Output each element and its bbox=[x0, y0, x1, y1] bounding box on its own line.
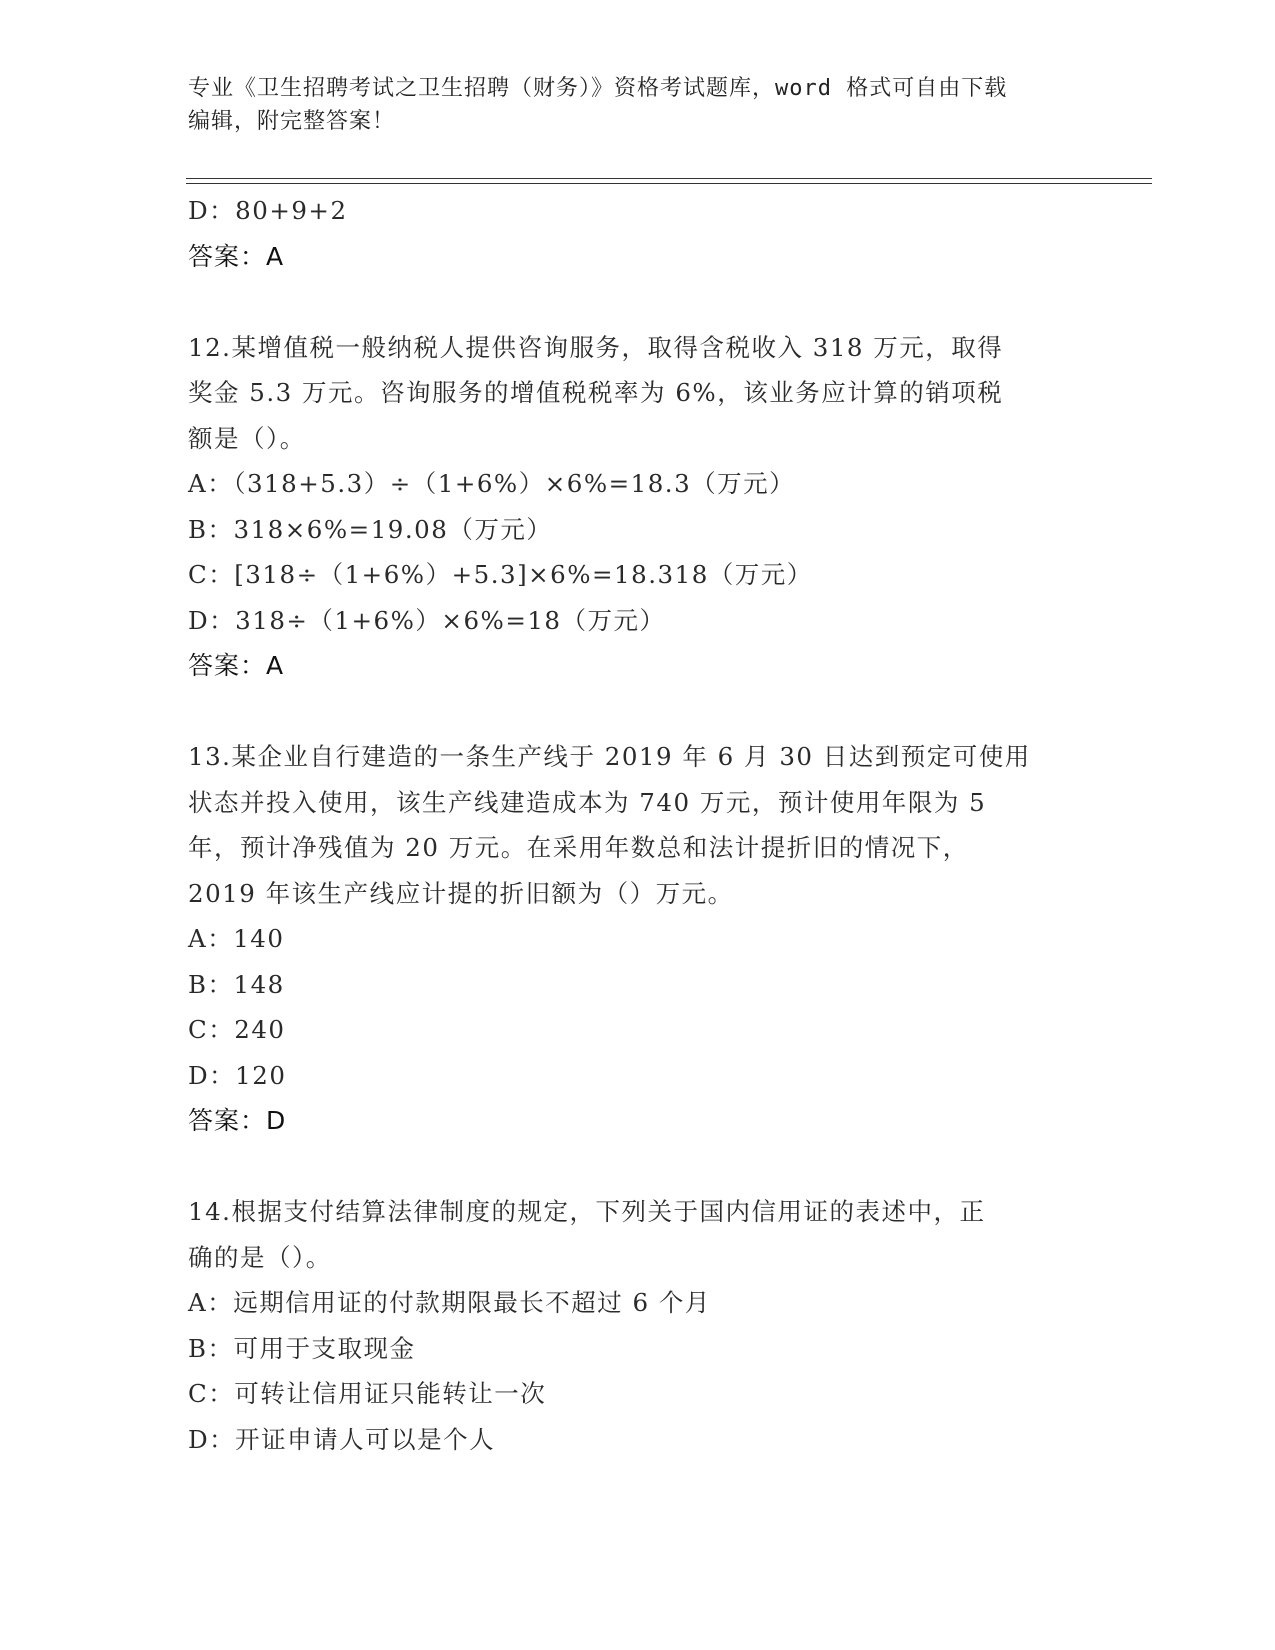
question-12-stem-line: 额是（）。 bbox=[188, 423, 306, 453]
document-header bbox=[188, 72, 1068, 138]
question-12-option-d: D：318÷（1+6%）×6%=18（万元） bbox=[188, 605, 666, 635]
header-divider-bottom bbox=[186, 183, 1152, 184]
question-12-option-c: C：[318÷（1+6%）+5.3]×6%=18.318（万元） bbox=[188, 560, 813, 589]
question-13-option-c: C：240 bbox=[188, 1015, 286, 1044]
question-13 bbox=[188, 734, 1088, 1144]
question-14-stem-line: 确的是（）。 bbox=[188, 1242, 332, 1272]
question-12-stem-line: 12.某增值税一般纳税人提供咨询服务，取得含税收入 318 万元，取得 bbox=[188, 332, 1004, 362]
question-14 bbox=[188, 1189, 1088, 1462]
question-12-option-a: A：（318+5.3）÷（1+6%）×6%=18.3（万元） bbox=[188, 469, 796, 498]
question-12 bbox=[188, 325, 1088, 689]
question-13-stem-line: 年，预计净残值为 20 万元。在采用年数总和法计提折旧的情况下， bbox=[188, 833, 969, 862]
question-13-stem-line: 2019 年该生产线应计提的折旧额为（）万元。 bbox=[188, 878, 734, 908]
question-14-stem-line: 14.根据支付结算法律制度的规定，下列关于国内信用证的表述中，正 bbox=[188, 1197, 986, 1226]
header-line-1: 专业《卫生招聘考试之卫生招聘（财务）》资格考试题库，word 格式可自由下载 bbox=[188, 76, 1008, 101]
question-13-option-d: D：120 bbox=[188, 1060, 287, 1090]
question-content bbox=[188, 188, 1088, 1462]
question-14-option-d: D：开证申请人可以是个人 bbox=[188, 1424, 496, 1454]
question-12-option-b: B：318×6%=19.08（万元） bbox=[188, 514, 553, 544]
question-13-option-b: B：148 bbox=[188, 969, 285, 999]
question-14-option-c: C：可转让信用证只能转让一次 bbox=[188, 1379, 547, 1408]
spacer bbox=[188, 1144, 1088, 1190]
prev-answer: 答案：A bbox=[188, 241, 285, 271]
header-line-2: 编辑，附完整答案！ bbox=[188, 109, 396, 134]
question-12-stem-line: 奖金 5.3 万元。咨询服务的增值税税率为 6%，该业务应计算的销项税 bbox=[188, 378, 1004, 407]
question-14-option-b: B：可用于支取现金 bbox=[188, 1333, 416, 1363]
spacer bbox=[188, 279, 1088, 325]
header-divider-top bbox=[186, 178, 1152, 179]
question-12-answer: 答案：A bbox=[188, 651, 285, 680]
prev-option-d: D：80+9+2 bbox=[188, 196, 348, 225]
question-13-answer: 答案：D bbox=[188, 1106, 287, 1135]
question-13-stem-line: 13.某企业自行建造的一条生产线于 2019 年 6 月 30 日达到预定可使用 bbox=[188, 742, 1031, 771]
spacer bbox=[188, 689, 1088, 735]
question-14-option-a: A：远期信用证的付款期限最长不超过 6 个月 bbox=[188, 1288, 711, 1317]
question-13-stem-line: 状态并投入使用，该生产线建造成本为 740 万元，预计使用年限为 5 bbox=[188, 787, 987, 817]
question-13-option-a: A：140 bbox=[188, 924, 285, 953]
